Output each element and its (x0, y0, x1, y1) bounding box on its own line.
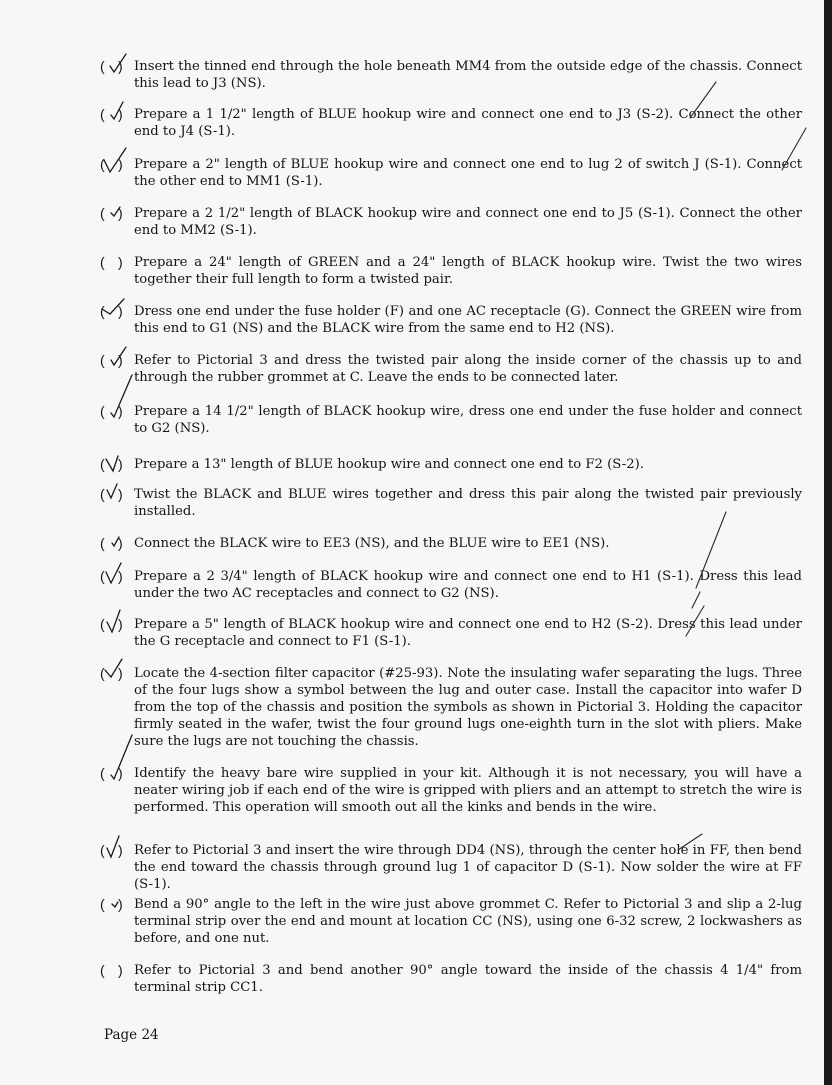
check-mark-icon (102, 450, 128, 478)
step-text: Prepare a 24" length of GREEN and a 24" length of BLACK hookup wire. Twist the two wires together their full length to form a twisted pair. (134, 255, 802, 287)
check-mark-icon (102, 52, 128, 80)
pencil-mark (676, 832, 706, 852)
check-mark-icon (102, 610, 128, 638)
check-mark-icon (102, 346, 128, 374)
step-text: Refer to Pictorial 3 and insert the wire through DD4 (NS), through the center hole in FF, then bend the end toward the chassis through ground lug 1 of capacitor D (S-1). Now solder the wire at FF (S-1). (134, 843, 802, 892)
checkbox[interactable]: ( ) (98, 205, 128, 223)
checkbox[interactable]: ( ) (98, 616, 128, 634)
checkbox[interactable]: ( ) (98, 352, 128, 370)
checkbox[interactable]: ( ) (98, 403, 128, 421)
checkbox[interactable]: ( ) (98, 58, 128, 76)
checkbox[interactable]: ( ) (98, 456, 128, 474)
checkbox[interactable]: ( ) (98, 303, 128, 321)
pencil-mark (684, 604, 708, 638)
step-text: Prepare a 13" length of BLUE hookup wire and connect one end to F2 (S-2). (134, 457, 644, 472)
pencil-mark (780, 126, 810, 172)
step-text: Prepare a 5" length of BLACK hookup wire and connect one end to H2 (S-2). Dress this lead under the G receptacle and connect to F1 (S-1). (134, 617, 802, 649)
check-mark-icon (102, 150, 128, 178)
checkbox[interactable]: ( ) (100, 254, 123, 270)
step-text: Insert the tinned end through the hole beneath MM4 from the outside edge of the chassis. Connect this lead to J3 (NS). (134, 59, 802, 91)
checkbox[interactable]: ( ) (98, 896, 128, 914)
step-text: Prepare a 2" length of BLUE hookup wire and connect one end to lug 2 of switch J (S-1). Connect the other end to MM1 (S-1). (134, 157, 802, 189)
step-text: Prepare a 2 3/4" length of BLACK hookup wire and connect one end to H1 (S-1). Dress this lead under the two AC receptacles and connect to G2 (NS). (134, 569, 802, 601)
check-mark-icon (102, 562, 128, 590)
check-mark-icon (102, 529, 128, 557)
check-mark-icon (102, 480, 128, 508)
check-mark-icon (102, 759, 128, 787)
checkbox[interactable]: ( ) (98, 568, 128, 586)
step-text: Prepare a 1 1/2" length of BLUE hookup wire and connect one end to J3 (S-2). Connect the other end to J4 (S-1). (134, 107, 802, 139)
step-text: Connect the BLACK wire to EE3 (NS), and the BLUE wire to EE1 (NS). (134, 536, 610, 551)
page-number: Page 24 (104, 1027, 159, 1043)
step-text: Prepare a 2 1/2" length of BLACK hookup wire and connect one end to J5 (S-1). Connect the other end to MM2 (S-1). (134, 206, 802, 238)
step-text: Locate the 4-section filter capacitor (#25-93). Note the insulating wafer separating the lugs. Three of the four lugs show a symbol between the lug and outer case. Install the capacitor into wafer D from the top of the chassis and position the symbols as shown in Pictorial 3. Holding the capacitor firmly seated in the wafer, twist the four ground lugs one-eighth turn in the slot with pliers. Make sure the lugs are not touching the chassis. (134, 666, 802, 749)
check-mark-icon (102, 297, 128, 325)
pencil-mark (690, 510, 730, 590)
checkbox[interactable]: ( ) (100, 962, 123, 978)
step-text: Refer to Pictorial 3 and dress the twisted pair along the inside corner of the chassis up to and through the rubber grommet at C. Leave the ends to be connected later. (134, 353, 802, 385)
step-text: Dress one end under the fuse holder (F) and one AC receptacle (G). Connect the GREEN wire from this end to G1 (NS) and the BLACK wire from the same end to H2 (NS). (134, 304, 802, 336)
checkbox[interactable]: ( ) (98, 156, 128, 174)
step-text: Bend a 90° angle to the left in the wire just above grommet C. Refer to Pictorial 3 and slip a 2-lug terminal strip over the end and mount at location CC (NS), using one 6-32 screw, 2 lockwashers as before, and one nut. (134, 897, 802, 946)
step-text: Prepare a 14 1/2" length of BLACK hookup wire, dress one end under the fuse holder and connect to G2 (NS). (134, 404, 802, 436)
check-mark-icon (102, 890, 128, 918)
step-text: Refer to Pictorial 3 and bend another 90° angle toward the inside of the chassis 4 1/4" from terminal strip CC1. (134, 963, 802, 995)
check-mark-icon (102, 836, 128, 864)
step-text: Identify the heavy bare wire supplied in your kit. Although it is not necessary, you will have a neater wiring job if each end of the wire is gripped with pliers and an attempt to stretch the wire is performed. This operation will smooth out all the kinks and bends in the wire. (134, 766, 802, 815)
check-mark-icon (102, 397, 128, 425)
check-mark-icon (102, 199, 128, 227)
checkbox[interactable]: ( ) (98, 535, 128, 553)
check-mark-icon (102, 659, 128, 687)
checkbox[interactable]: ( ) (98, 842, 128, 860)
checkbox[interactable]: ( ) (98, 765, 128, 783)
checkbox[interactable]: ( ) (98, 665, 128, 683)
pencil-mark (686, 80, 726, 120)
checkbox[interactable]: ( ) (98, 106, 128, 124)
check-mark-icon (102, 100, 128, 128)
checkbox[interactable]: ( ) (98, 486, 128, 504)
step-text: Twist the BLACK and BLUE wires together and dress this pair along the twisted pair previously installed. (134, 487, 802, 519)
scan-edge (824, 0, 832, 1085)
